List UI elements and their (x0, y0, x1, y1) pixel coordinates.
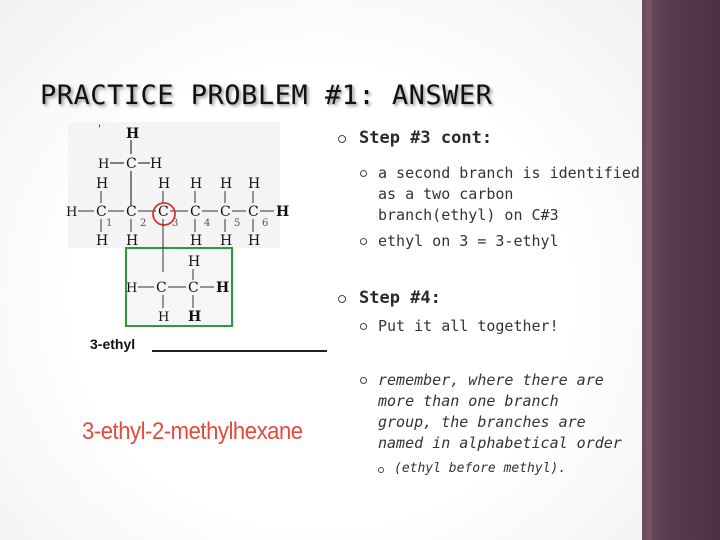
step3-heading: Step #3 cont: (359, 128, 493, 148)
atom-c1: C (96, 204, 107, 220)
answer-name: 3-ethyl-2-methylhexane (82, 418, 303, 445)
carbon-number-4: 4 (204, 218, 211, 229)
carbon-number-5: 5 (234, 218, 241, 229)
bullet-marker (360, 323, 367, 330)
partial-name-label: 3-ethyl (90, 336, 136, 352)
atom-c-ethyl-2: C (188, 280, 199, 296)
step4-sub1-text: Put it all together! (378, 317, 559, 335)
right-accent-bar (642, 0, 720, 540)
carbon-number-2: 2 (140, 218, 147, 229)
bullet-step4 (338, 288, 441, 308)
atom-h-methyl-left: H (98, 157, 110, 172)
bullet-step3 (338, 128, 492, 148)
atom-h: H (220, 176, 233, 192)
bullet-step3-sub1 (360, 163, 640, 226)
step3-sub1-line3: branch(ethyl) on C#3 (378, 206, 559, 224)
atom-h: H (126, 281, 138, 296)
bullet-step4-sub1 (360, 316, 559, 337)
step4-sub2-line1: remember, where there are (378, 371, 604, 389)
atom-h: H (248, 233, 261, 249)
bullet-marker (338, 295, 346, 303)
step4-sub2-line4: named in alphabetical order (378, 434, 622, 452)
tick-mark: ' (98, 124, 101, 135)
bullet-step3-sub2 (360, 231, 559, 252)
atom-h: H (188, 309, 202, 325)
bullet-marker (338, 135, 346, 143)
carbon-number-6: 6 (262, 218, 269, 229)
atom-c2: C (126, 204, 137, 220)
atom-h: H (216, 280, 230, 296)
slide-title: PRACTICE PROBLEM #1: ANSWER (40, 80, 493, 111)
bullet-step4-sub3 (378, 461, 566, 476)
atom-c-ethyl-1: C (156, 280, 167, 296)
bullet-marker (360, 377, 367, 384)
atom-c6: C (248, 204, 259, 220)
atom-h: H (190, 233, 203, 249)
atom-h: H (126, 233, 139, 249)
bullet-step4-sub2 (360, 370, 622, 454)
molecule-structure (60, 122, 340, 332)
atom-h: H (248, 176, 261, 192)
step3-sub1-line2: as a two carbon (378, 185, 514, 203)
atom-c-methyl: C (126, 156, 137, 172)
atom-h: H (158, 310, 170, 325)
atom-h: H (220, 233, 233, 249)
step3-sub1-line1: a second branch is identified (378, 164, 640, 182)
atom-h: H (96, 176, 109, 192)
atom-h: H (158, 176, 171, 192)
bullet-marker (360, 238, 367, 245)
step4-sub3-text: (ethyl before methyl). (394, 461, 567, 476)
atom-h-end-right: H (276, 204, 290, 220)
atom-h-top: H (126, 126, 140, 142)
atom-h: H (190, 176, 203, 192)
carbon-number-1: 1 (106, 218, 113, 229)
step4-sub2-line3: group, the branches are (378, 413, 586, 431)
step3-sub2-text: ethyl on 3 = 3-ethyl (378, 232, 559, 250)
step4-heading: Step #4: (359, 288, 441, 308)
atom-h-methyl-right: H (150, 156, 163, 172)
atom-c3: C (158, 204, 169, 220)
bullet-marker (360, 170, 367, 177)
atom-h: H (188, 254, 201, 270)
name-blank-line (152, 350, 327, 352)
atom-c5: C (220, 204, 231, 220)
step4-sub2-line2: more than one branch (378, 392, 559, 410)
atom-c4: C (190, 204, 201, 220)
atom-h-end-left: H (66, 205, 78, 220)
atom-h: H (96, 233, 109, 249)
bullet-marker (378, 467, 384, 473)
carbon-number-3: 3 (172, 218, 179, 229)
